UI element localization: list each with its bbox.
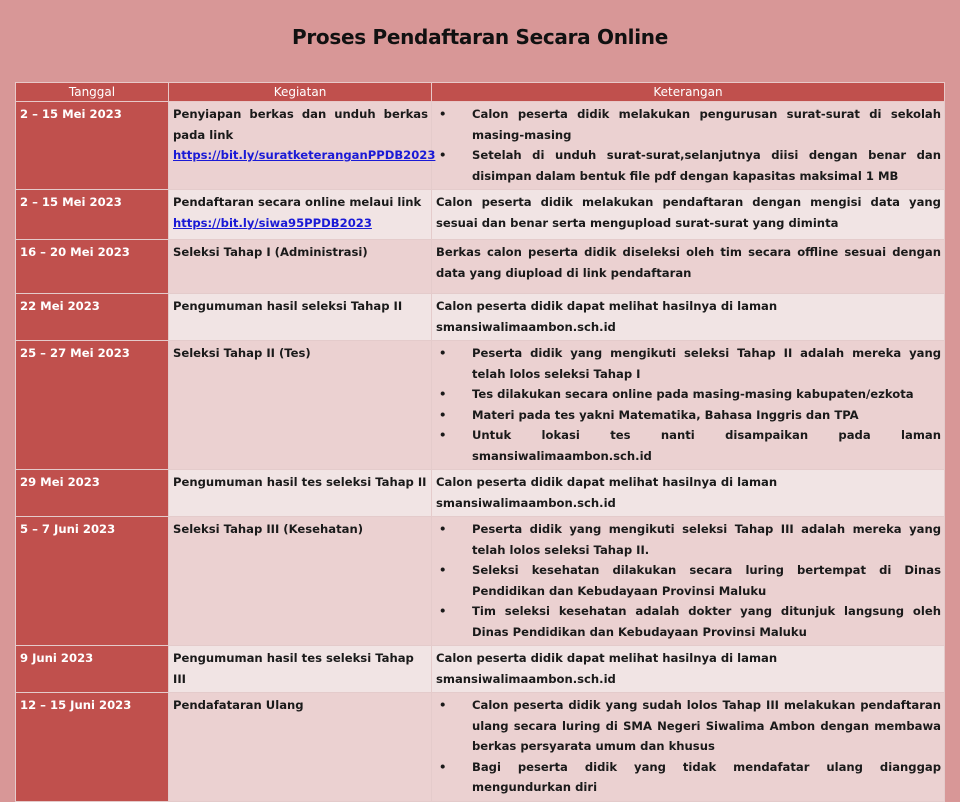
row-note xyxy=(432,517,945,646)
row-note: Berkas calon peserta didik diseleksi oleh tim secara offline sesuai dengan data yang diupload di link pendaftaran xyxy=(432,240,945,294)
row-date: 29 Mei 2023 xyxy=(16,470,169,517)
note-item: • Tes dilakukan secara online pada masing-masing kabupaten/ezkota xyxy=(436,384,941,405)
row-date: 2 – 15 Mei 2023 xyxy=(16,190,169,240)
row-activity: Seleksi Tahap II (Tes) xyxy=(169,341,432,470)
row-activity: Pengumuman hasil tes seleksi Tahap II xyxy=(169,470,432,517)
schedule-table xyxy=(15,82,945,802)
row-note: Calon peserta didik dapat melihat hasilnya di laman smansiwalimaambon.sch.id xyxy=(432,294,945,341)
table-row xyxy=(16,517,945,646)
note-item: • Seleksi kesehatan dilakukan secara luring bertempat di Dinas Pendidikan dan Kebudayaan Provinsi Maluku xyxy=(436,560,941,601)
note-list xyxy=(436,343,941,466)
row-activity: Pendafataran Ulang xyxy=(169,693,432,802)
row-note: Calon peserta didik dapat melihat hasilnya di laman smansiwalimaambon.sch.id xyxy=(432,646,945,693)
header-activity: Kegiatan xyxy=(169,83,432,102)
row-activity: Seleksi Tahap I (Administrasi) xyxy=(169,240,432,294)
row-note: Calon peserta didik dapat melihat hasilnya di laman smansiwalimaambon.sch.id xyxy=(432,470,945,517)
row-date: 9 Juni 2023 xyxy=(16,646,169,693)
note-item: • Calon peserta didik yang sudah lolos Tahap III melakukan pendaftaran ulang secara luring di SMA Negeri Siwalima Ambon dengan membawa berkas persyarata umum dan khusus xyxy=(436,695,941,757)
table-row xyxy=(16,693,945,802)
row-date: 25 – 27 Mei 2023 xyxy=(16,341,169,470)
note-item: • Tim seleksi kesehatan adalah dokter yang ditunjuk langsung oleh Dinas Pendidikan dan Kebudayaan Provinsi Maluku xyxy=(436,601,941,642)
download-link[interactable]: https://bit.ly/suratketeranganPPDB2023 xyxy=(173,148,436,162)
header-note: Keterangan xyxy=(432,83,945,102)
header-date: Tanggal xyxy=(16,83,169,102)
note-item: • Untuk lokasi tes nanti disampaikan pada laman smansiwalimaambon.sch.id xyxy=(436,425,941,466)
table-header-row xyxy=(16,83,945,102)
row-note xyxy=(432,341,945,470)
table-row xyxy=(16,190,945,240)
note-list xyxy=(436,519,941,642)
activity-text: Penyiapan berkas dan unduh berkas pada link xyxy=(173,107,428,142)
row-date: 12 – 15 Juni 2023 xyxy=(16,693,169,802)
table-row xyxy=(16,294,945,341)
row-date: 22 Mei 2023 xyxy=(16,294,169,341)
row-date: 5 – 7 Juni 2023 xyxy=(16,517,169,646)
row-note xyxy=(432,102,945,190)
schedule-table-container xyxy=(15,82,944,802)
activity-text: Pendaftaran secara online melaui link xyxy=(173,195,422,209)
row-activity xyxy=(169,102,436,190)
row-activity: Pengumuman hasil tes seleksi Tahap III xyxy=(169,646,432,693)
page-title: Proses Pendaftaran Secara Online xyxy=(292,25,668,49)
note-item: • Peserta didik yang mengikuti seleksi Tahap III adalah mereka yang telah lolos seleksi Tahap II. xyxy=(436,519,941,560)
note-item: • Calon peserta didik melakukan pengurusan surat-surat di sekolah masing-masing xyxy=(436,104,941,145)
note-list xyxy=(436,104,941,186)
table-row xyxy=(16,102,945,190)
note-item: • Bagi peserta didik yang tidak mendafatar ulang dianggap mengundurkan diri xyxy=(436,757,941,798)
table-row xyxy=(16,646,945,693)
row-note: Calon peserta didik melakukan pendaftaran dengan mengisi data yang sesuai dan benar serta mengupload surat-surat yang diminta xyxy=(432,190,945,240)
row-activity xyxy=(169,190,432,240)
note-item: • Setelah di unduh surat-surat,selanjutnya diisi dengan benar dan disimpan dalam bentuk file pdf dengan kapasitas maksimal 1 MB xyxy=(436,145,941,186)
row-activity: Pengumuman hasil seleksi Tahap II xyxy=(169,294,432,341)
registration-link[interactable]: https://bit.ly/siwa95PPDB2023 xyxy=(173,215,372,230)
row-date: 2 – 15 Mei 2023 xyxy=(16,102,169,190)
note-item: • Materi pada tes yakni Matematika, Bahasa Inggris dan TPA xyxy=(436,405,941,426)
row-date: 16 – 20 Mei 2023 xyxy=(16,240,169,294)
table-row xyxy=(16,240,945,294)
row-note xyxy=(432,693,945,802)
table-row xyxy=(16,341,945,470)
note-list xyxy=(436,695,941,798)
note-item: • Peserta didik yang mengikuti seleksi Tahap II adalah mereka yang telah lolos seleksi Tahap I xyxy=(436,343,941,384)
table-row xyxy=(16,470,945,517)
row-activity: Seleksi Tahap III (Kesehatan) xyxy=(169,517,432,646)
